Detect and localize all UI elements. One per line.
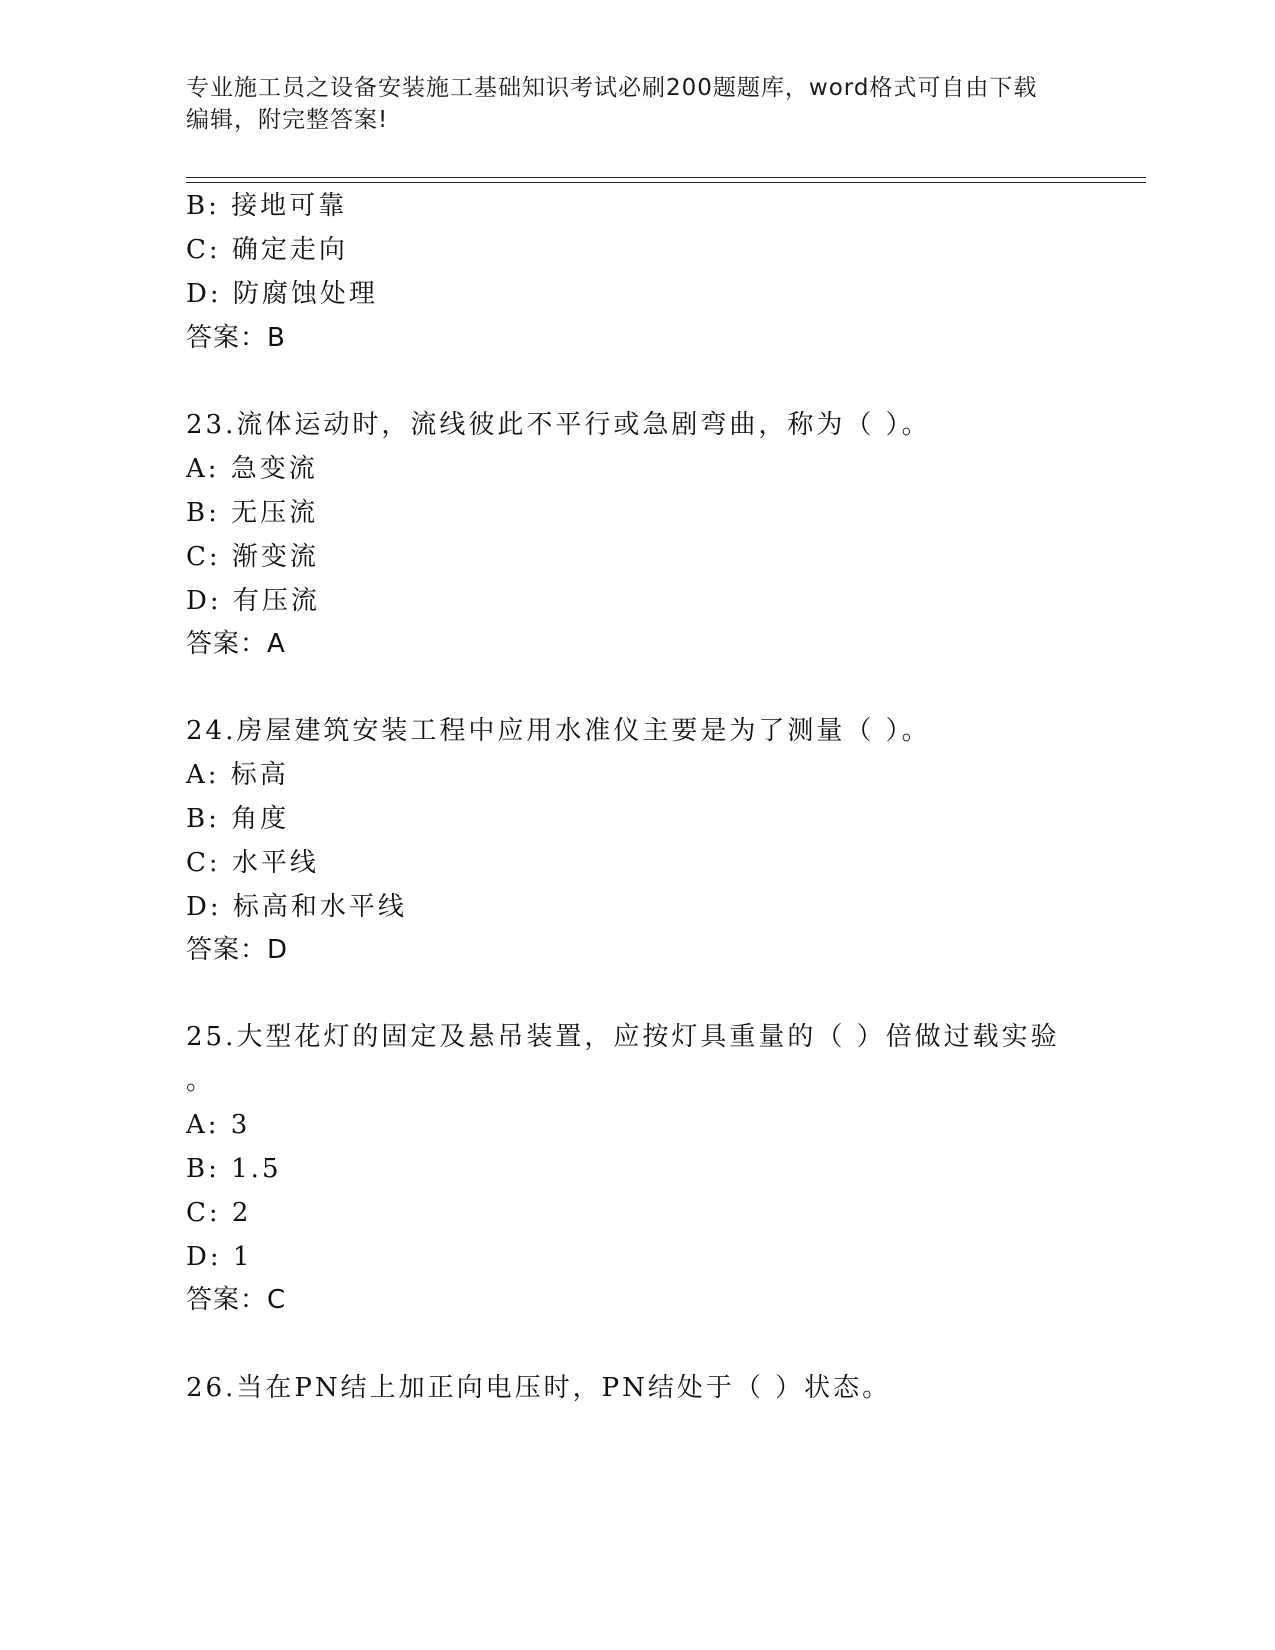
q23-option-c: C: 渐变流 bbox=[186, 542, 319, 572]
q25-option-a: A: 3 bbox=[186, 1110, 251, 1140]
q25-option-d: D: 1 bbox=[186, 1242, 253, 1272]
q23-answer: 答案：A bbox=[186, 629, 286, 659]
q24-question: 24.房屋建筑安装工程中应用水准仪主要是为了测量（ ）。 bbox=[186, 716, 931, 746]
q22-option-d: D: 防腐蚀处理 bbox=[186, 279, 378, 309]
q24-answer: 答案：D bbox=[186, 935, 289, 965]
q23-question: 23.流体运动时，流线彼此不平行或急剧弯曲，称为（ ）。 bbox=[186, 410, 931, 440]
q22-answer: 答案：B bbox=[186, 323, 286, 353]
q25-question-continuation: 。 bbox=[186, 1066, 216, 1096]
document-header bbox=[186, 72, 1086, 136]
q24-option-d: D: 标高和水平线 bbox=[186, 892, 407, 922]
q23-option-a: A: 急变流 bbox=[186, 454, 318, 484]
q26-question: 26.当在PN结上加正向电压时，PN结处于（ ）状态。 bbox=[186, 1373, 892, 1403]
q25-question: 25.大型花灯的固定及悬吊装置，应按灯具重量的（ ）倍做过载实验 bbox=[186, 1022, 1060, 1052]
q25-option-c: C: 2 bbox=[186, 1198, 252, 1228]
header-title-line-1: 专业施工员之设备安装施工基础知识考试必刷200题题库，word格式可自由下载 bbox=[186, 75, 1038, 101]
q25-answer: 答案：C bbox=[186, 1285, 287, 1315]
q24-option-c: C: 水平线 bbox=[186, 848, 319, 878]
q22-option-b: B: 接地可靠 bbox=[186, 191, 348, 221]
q23-option-b: B: 无压流 bbox=[186, 498, 319, 528]
header-title-line-2: 编辑，附完整答案! bbox=[186, 107, 389, 133]
q24-option-a: A: 标高 bbox=[186, 760, 289, 790]
header-divider-top bbox=[186, 177, 1146, 178]
q23-option-d: D: 有压流 bbox=[186, 586, 320, 616]
q24-option-b: B: 角度 bbox=[186, 804, 290, 834]
q22-option-c: C: 确定走向 bbox=[186, 235, 348, 265]
q25-option-b: B: 1.5 bbox=[186, 1154, 282, 1184]
header-divider-bottom bbox=[186, 182, 1146, 183]
